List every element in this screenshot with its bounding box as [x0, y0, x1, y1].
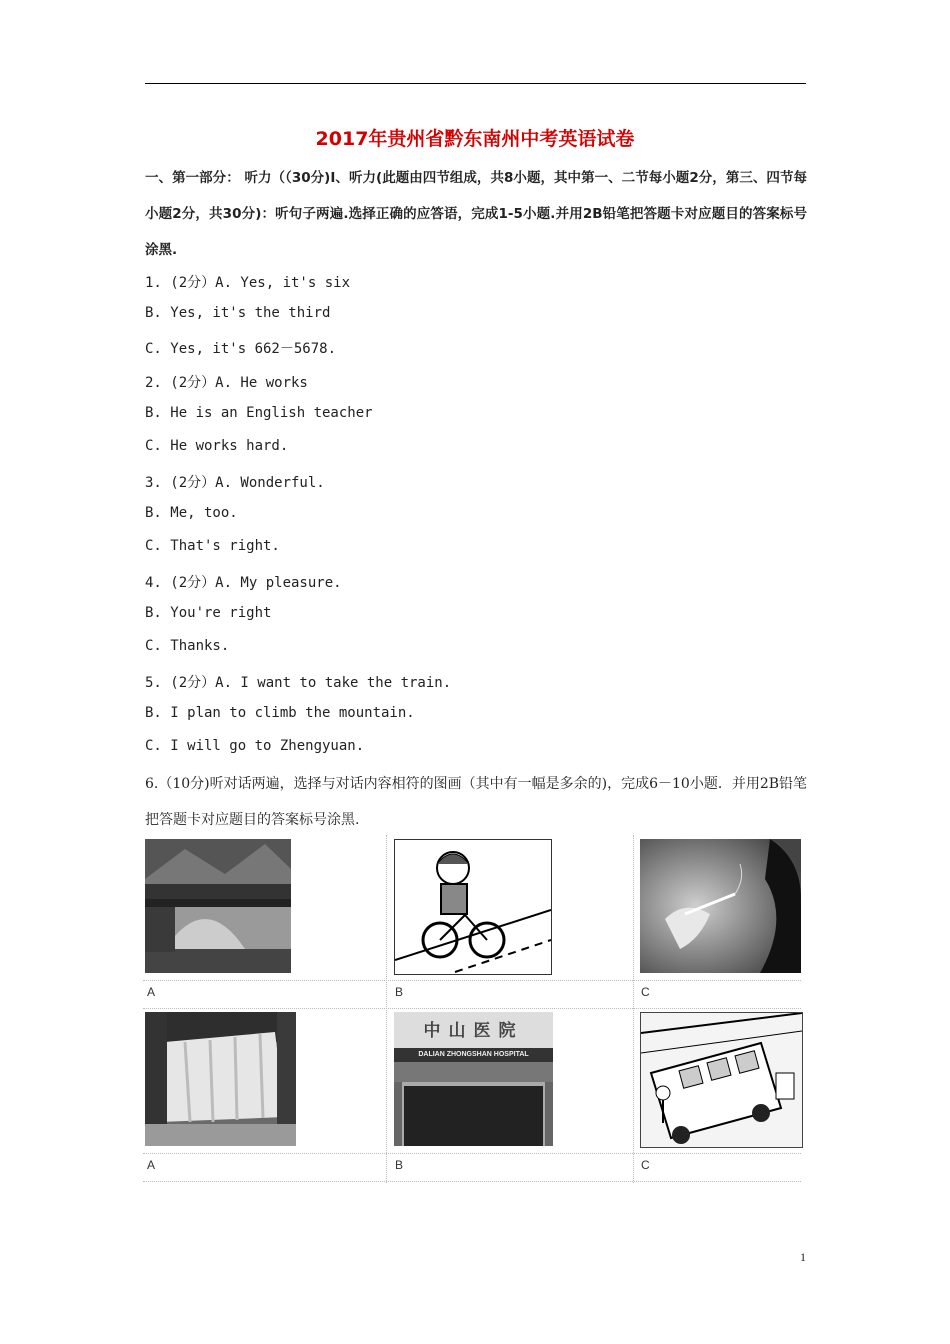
- question-line: B. You're right: [145, 605, 272, 621]
- cyclist-cartoon-image: [394, 839, 552, 975]
- question-line: 3. (2分）A. Wonderful.: [145, 475, 325, 491]
- question-line: C. That's right.: [145, 538, 280, 554]
- section-header: 一、第一部分： 听力（（30分)I、听力(此题由四节组成，共8小题，其中第一、二节每小题2分，第三、四节每小题2分，共30分)：听句子两遍.选择正确的应答语，完成1-5小题.并用2B铅笔把答题卡对应题目的答案标号涂黑.: [145, 170, 807, 258]
- question-line: C. Thanks.: [145, 638, 230, 654]
- bus-cartoon-image: [640, 1012, 803, 1148]
- question-line: B. Me, too.: [145, 505, 238, 521]
- option-label: C: [641, 985, 650, 999]
- option-label: B: [395, 1158, 404, 1172]
- question-line: 4. (2分）A. My pleasure.: [145, 575, 342, 591]
- question-line: B. Yes, it's the third: [145, 305, 331, 321]
- question-line: 2. (2分）A. He works: [145, 375, 308, 391]
- hospital-image: [394, 1012, 553, 1146]
- question-line: B. I plan to climb the mountain.: [145, 705, 415, 721]
- option-label: A: [147, 985, 156, 999]
- waterfall-image: [145, 1012, 296, 1146]
- page-number: 1: [800, 1250, 806, 1264]
- question-line: 5. (2分）A. I want to take the train.: [145, 675, 452, 691]
- smoking-image: [640, 839, 801, 973]
- question-line: C. He works hard.: [145, 438, 289, 454]
- hospital-sign-cn: 中山医院: [423, 1021, 524, 1041]
- top-rule: [145, 83, 806, 84]
- question-line: 1. (2分）A. Yes, it's six: [145, 275, 351, 291]
- question-6: 6.（10分)听对话两遍，选择与对话内容相符的图画（其中有一幅是多余的)，完成6－10小题．并用2B铅笔把答题卡对应题目的答案标号涂黑.: [145, 776, 808, 828]
- option-label: B: [395, 985, 404, 999]
- bridge-crowd-image: [145, 839, 291, 973]
- option-label: A: [147, 1158, 156, 1172]
- hospital-sign-en: DALIAN ZHONGSHAN HOSPITAL: [394, 1048, 553, 1062]
- question-line: C. I will go to Zhengyuan.: [145, 738, 365, 754]
- option-label: C: [641, 1158, 650, 1172]
- question-line: C. Yes, it's 662－5678.: [145, 341, 337, 357]
- question-line: B. He is an English teacher: [145, 405, 373, 421]
- page-title: 2017年贵州省黔东南州中考英语试卷: [315, 128, 635, 150]
- picture-grid: [143, 835, 801, 1183]
